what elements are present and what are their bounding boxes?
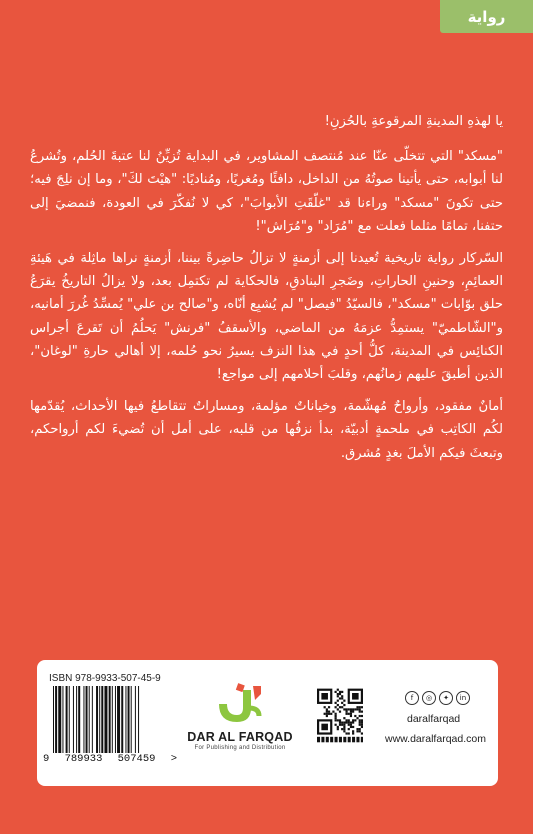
blurb-paragraph-1: "مسكد" التي تتخلّى عنّا عند مُنتصف المشاوير، في البداية تُزيِّنُ لنا عتبةَ الحُلم، وتُشرعُ لنا أبوابه، حتى يأتينا صوتُهُ من الداخل، دافئًا ومُغريًا، ومُناديًا: "هيْتَ لكَ"، وما إن نلِجَ فيه؛ حتى تكونَ "مسكد" وراءنا قد "غلّقَتِ الأبوابَ"، كي لا نُفكّرَ في العودة، فنمضيَ إلى حتفنا، تمامًا مثلما فعلت مع "مُرَاد" و"مُرَاش"!	[30, 149, 503, 234]
twitter-icon[interactable]: ✦	[439, 691, 453, 705]
back-cover-blurb	[30, 110, 503, 474]
website-url[interactable]: www.daralfarqad.com	[385, 733, 486, 745]
blurb-paragraph-2: السّركار رواية تاريخية تُعيدنا إلى أزمنةٍ لا تزالُ حاضِرةً بيننا، أزمنةٍ نراها ماثِلة في هَيئةِ العمائِمِ، وحنينِ الحاراتِ، وضَجرِ البنادقِ، فالحكاية لم تكتمِل بعد، ولا يزالُ التاريخُ يقرَعُ حلق بوّابات "مسكد"، فالسيّدُ "فيصل" لم يُشبِع أنّاه، و"صالح بن علي" يُمسِّدُ غُررَ أمانيه، و"الشّاطميّ" يستمِدُّ عزمَهُ من الماضي، والأسقفُ "فرنش" يَحلُمُ أن تَقرعَ أجراس الكنائِس في المدينة، كلُّ أحدٍ في هذا النزف يسيرُ نحو حُلمه، إلا أهالي حارةِ "لوغان"، الذين أطبقَ عليهم زمانُهم، وقلبَ أحلامهم إلى مواجع!	[30, 251, 503, 383]
facebook-icon[interactable]: f	[405, 691, 419, 705]
barcode-digit-tail: >	[170, 753, 177, 765]
social-handle: daralfarqad	[407, 713, 461, 725]
barcode-digit-lead: 9	[43, 753, 50, 765]
linkedin-icon[interactable]: in	[456, 691, 470, 705]
blurb-lead-line: يا لهذهِ المدينةِ المرقوعةِ بالحُزنِ!	[324, 114, 503, 129]
qr-code-icon	[317, 688, 363, 744]
publisher-logo-icon	[215, 682, 263, 726]
barcode-digits	[43, 753, 177, 765]
social-icons	[405, 691, 470, 705]
barcode-digits-right: 507459	[117, 753, 156, 765]
instagram-icon[interactable]: ◎	[422, 691, 436, 705]
publisher-info-panel	[37, 660, 498, 786]
publisher-subtitle: For Publishing and Distribution	[194, 745, 286, 751]
isbn-label: ISBN 978-9933-507-45-9	[49, 673, 161, 684]
publisher-name: DAR AL FARQAD	[187, 730, 293, 744]
blurb-paragraph-3: أمانٌ مفقود، وأرواحٌ مُهشّمة، وخياناتٌ مؤلمة، ومساراتٌ تتقاطعُ فيها الأحداث، يُقدّمها لكُم الكاتِب في ملحمةٍ أدبيّة، بدأ نزفُها من قلبه، على أمل أن تُضيءَ لكم أرواحكم، وتبعثَ فيكم الأملَ بغدٍ مُشرق.	[30, 399, 503, 461]
genre-tag: رواية	[440, 0, 533, 33]
barcode-digits-left: 789933	[64, 753, 103, 765]
